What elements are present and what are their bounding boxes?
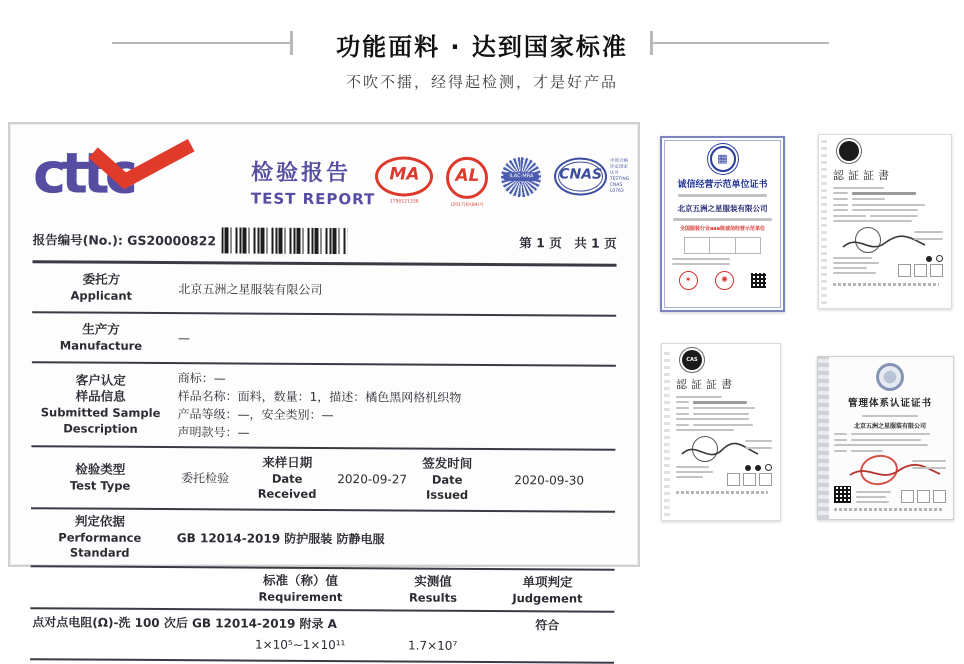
- table-row-standard: 判定依据 Performance Standard GB 12014-2019 防护服装 防静电服: [31, 509, 615, 570]
- page-title: 功能面料 · 达到国家标准: [336, 33, 628, 61]
- certificate-management-system: [817, 356, 954, 520]
- report-table: [30, 260, 616, 664]
- accreditation-boxes: [727, 473, 772, 486]
- table-row-applicant: 委托方 Applicant 北京五洲之星服装有限公司: [32, 263, 616, 317]
- report-header: [32, 141, 630, 218]
- table-row-result: 点对点电阻(Ω)-洗 100 次后 GB 12014-2019 附录 A 符合 1×10⁵~1×10¹¹ 1.7×10⁷: [30, 609, 614, 664]
- certificate-guilloche-edge: [818, 357, 829, 519]
- certificate-emblem-icon: ▦: [710, 146, 736, 172]
- ilac-mra-mark-icon: ILAC-MRA: [501, 157, 541, 197]
- certificate-company: 北京五洲之星服装有限公司: [853, 422, 926, 430]
- accreditation-boxes: [898, 264, 943, 277]
- black-seal-icon: [839, 141, 859, 161]
- red-seal-icon: ✶: [679, 271, 698, 290]
- accreditation-dot-icon: [765, 464, 772, 471]
- certificate-certification-1: [818, 134, 952, 309]
- certificate-certification-2: [661, 343, 781, 521]
- qr-code-icon: [751, 273, 766, 288]
- table-row-manufacture: 生产方 Manufacture —: [32, 313, 616, 367]
- cnas-mark-icon: CNAS 中国合格 评定国家 认可 TESTING CNAS L0763: [554, 157, 635, 195]
- page-count: 第 1 页 共 1 页: [519, 235, 617, 251]
- signature-stamp: [676, 436, 772, 462]
- red-seal-icon: ✺: [715, 271, 734, 290]
- certificate-fields: [684, 237, 762, 254]
- report-number: 报告编号(No.): GS20000822: [32, 232, 217, 249]
- al-mark-icon: AL (2017)检(84)号: [446, 157, 488, 208]
- page-subtitle: 不吹不擂，经得起检测，才是好产品: [345, 73, 618, 91]
- accreditation-dot-icon: [936, 255, 943, 262]
- certificate-title: 認証証書: [833, 169, 893, 182]
- cttc-logo: [32, 141, 241, 209]
- table-row-sample: 客户认定 样品信息 Submitted Sample Description 商标：— 样品名称：面料，数量：1，描述：橘色黑网格机织物 产品等级：—，安全类别：— 声明款号：—: [31, 363, 616, 451]
- report-title-cn: 检验报告: [250, 160, 352, 187]
- certificate-company: 北京五洲之星服装有限公司: [677, 204, 768, 213]
- red-stamp-signature: [834, 455, 946, 483]
- certificate-title: 認証証書: [676, 378, 736, 391]
- table-row-test-type: 检验类型 Test Type 委托检验 来样日期 Date Received 2020-09-27 签发时间 Date Issued 2020-09-30: [31, 447, 615, 512]
- table-row-result-header: 标准（称）值 Requirement 实测值 Results 单项判定 Judgement: [30, 567, 614, 613]
- test-report-scan: [8, 122, 640, 654]
- certificate-grade-text: 全国服装行业aaa级诚信经营示范单位: [679, 225, 766, 232]
- cas-seal-icon: CAS: [682, 350, 702, 370]
- certificate-guilloche-edge: [664, 348, 670, 516]
- certificate-guilloche-edge: [821, 139, 827, 304]
- signature-stamp: [833, 227, 943, 253]
- report-title-en: TEST REPORT: [250, 189, 376, 209]
- barcode: [222, 227, 348, 254]
- certificate-integrity: [660, 136, 785, 312]
- cma-mark-icon: MA 1790121336: [375, 156, 433, 204]
- round-seal-icon: [876, 363, 904, 391]
- qr-code-icon: [834, 486, 851, 503]
- certificate-title: 诚信经营示范单位证书: [677, 180, 768, 190]
- cttc-logo-text: cttc: [32, 141, 134, 207]
- accreditation-boxes: [901, 490, 946, 503]
- certificate-title: 管理体系认证证书: [847, 398, 932, 409]
